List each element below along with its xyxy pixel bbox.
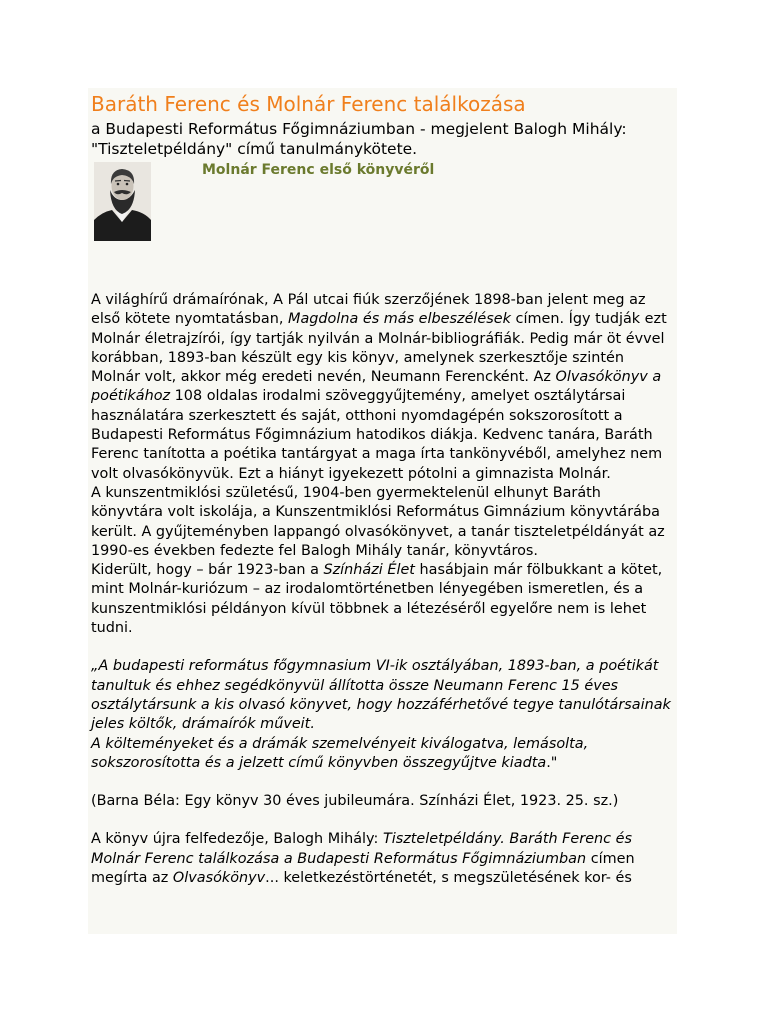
p1-text-c: 108 oldalas irodalmi szöveggyűjtemény, amelyet osztálytársai használatára szerkesztett és saját, otthoni nyomdagépén sokszorosított a Budapesti Református Főgimnázium hatodikos diákja. Kedvenc tanára, Baráth Ferenc tanította a poétika tantárgyat a maga írta tankönyvéből, amelyhez nem volt olvasókönyvük. Ezt a hiányt igyekezett pótolni a gimnazista Molnár. (91, 388, 663, 482)
portrait-row (91, 159, 675, 245)
portrait-image (94, 162, 151, 241)
p3-italic-title: Színházi Élet (323, 562, 415, 579)
article-content (88, 88, 677, 888)
paragraph-4 (91, 830, 677, 888)
paragraph-3 (91, 561, 677, 638)
article-subtitle (91, 119, 675, 159)
article-page (88, 88, 677, 934)
p1-text-b: címen. Így tudják ezt Molnár életrajzírói, így tartják nyilván a Molnár-bibliográfiák. Pedig már öt évvel korábban, 1893-ban készült egy kis könyv, amelynek szerkesztője szintén Molnár volt, akkor még eredeti nevén, Neumann Ferencként. Az (91, 311, 667, 386)
section-subheading: Molnár Ferenc első könyvéről (202, 162, 435, 178)
p1-italic-title-2: Olvasókönyv a poétikához (91, 369, 662, 405)
p4-text-c: ... keletkezéstörténetét, s megszületésének kor- és (265, 870, 632, 887)
p3-text-b: hasábjain már fölbukkant a kötet, mint Molnár-kuriózum – az irodalomtörténetben lényegében ismeretlen, és a kunszentmiklósi példányon kívül többnek a létezéséről egyelőre nem is lehet tudni. (91, 562, 663, 637)
spacer (91, 638, 677, 657)
article-body (91, 291, 677, 888)
p4-italic-title: Tiszteletpéldány. Baráth Ferenc és Molnár Ferenc találkozása a Budapesti Református Főgimnáziumban (91, 831, 633, 867)
quote-line-2: A költeményeket és a drámák szemelvényeit kiválogatva, lemásolta, sokszorosította és a jelzett című könyvben összegyűjtve kiadta (91, 735, 589, 771)
paragraph-2: A kunszentmiklósi születésű, 1904-ben gyermektelenül elhunyt Baráth könyvtára volt iskolája, a Kunszentmiklósi Református Gimnázium könyvtárába került. A gyűjteményben lappangó olvasókönyvet, a tanár tiszteletpéldányát az 1990-es években fedezte fel Balogh Mihály tanár, könyvtáros. (91, 484, 665, 559)
subtitle-line-1: a Budapesti Református Főgimnáziumban - megjelent Balogh Mihály: (91, 120, 627, 138)
spacer (91, 773, 677, 792)
p3-text-a: Kiderült, hogy – bár 1923-ban a (91, 562, 324, 579)
p4-text-a: A könyv újra felfedezője, Balogh Mihály: (91, 831, 383, 848)
paragraph-1 (91, 291, 677, 484)
p4-text-b: címen megírta az (91, 850, 635, 887)
article-title: Baráth Ferenc és Molnár Ferenc találkozása (91, 92, 526, 116)
spacer (91, 811, 677, 830)
quote-block (91, 657, 677, 773)
quote-end: ." (546, 754, 558, 771)
p1-text-a: A világhírű drámaírónak, A Pál utcai fiúk szerzőjének 1898-ban jelent meg az első kötete nyomtatásban, (91, 292, 646, 328)
p1-italic-title-1: Magdolna és más elbeszélések (288, 311, 511, 328)
quote-line-1: „A budapesti református főgymnasium VI-ik osztályában, 1893-ban, a poétikát tanultuk és ehhez segédkönyvül állította össze Neumann Ferenc 15 éves osztálytársunk a kis olvasó könyvet, hogy hozzáférhetővé tegye tanulótársainak jeles költők, drámaírók műveit. (91, 658, 671, 733)
subtitle-line-2: "Tiszteletpéldány" című tanulmánykötete. (91, 140, 418, 158)
p4-italic-book: Olvasókönyv (172, 870, 266, 887)
citation: (Barna Béla: Egy könyv 30 éves jubileumára. Színházi Élet, 1923. 25. sz.) (91, 793, 619, 810)
